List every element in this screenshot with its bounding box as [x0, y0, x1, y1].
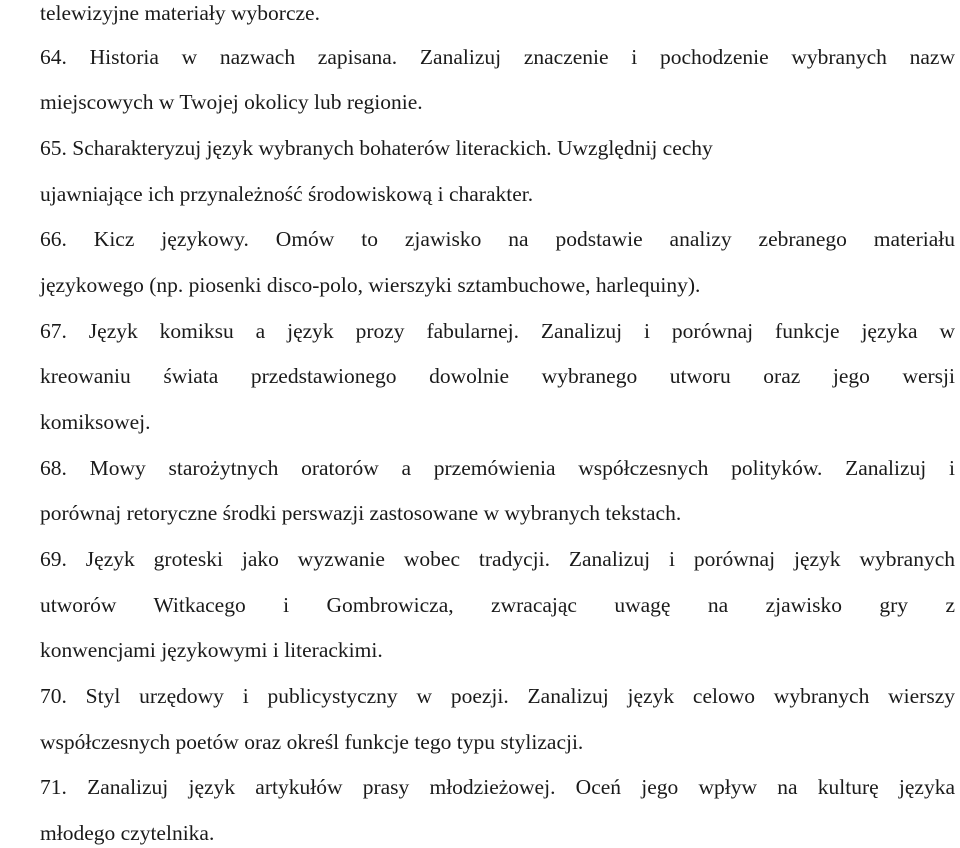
- text-line: 70. Styl urzędowy i publicystyczny w poezji. Zanalizuj język celowo wybranych wierszy: [40, 684, 955, 708]
- text-line: 64. Historia w nazwach zapisana. Zanalizuj znaczenie i pochodzenie wybranych nazw: [40, 45, 955, 69]
- text-line: porównaj retoryczne środki perswazji zastosowane w wybranych tekstach.: [40, 501, 682, 525]
- text-line: miejscowych w Twojej okolicy lub regionie.: [40, 90, 423, 114]
- text-line: 69. Język groteski jako wyzwanie wobec tradycji. Zanalizuj i porównaj język wybranych: [40, 547, 955, 571]
- text-line: 71. Zanalizuj język artykułów prasy młodzieżowej. Oceń jego wpływ na kulturę języka: [40, 775, 955, 799]
- text-line: telewizyjne materiały wyborcze.: [40, 1, 320, 25]
- text-line: konwencjami językowymi i literackimi.: [40, 638, 383, 662]
- text-line: młodego czytelnika.: [40, 821, 215, 845]
- text-line: językowego (np. piosenki disco-polo, wierszyki sztambuchowe, harlequiny).: [40, 273, 701, 297]
- text-line: 65. Scharakteryzuj język wybranych bohaterów literackich. Uwzględnij cechy: [40, 136, 713, 160]
- text-line: 67. Język komiksu a język prozy fabularnej. Zanalizuj i porównaj funkcje języka w: [40, 319, 955, 343]
- text-line: 68. Mowy starożytnych oratorów a przemówienia współczesnych polityków. Zanalizuj i: [40, 456, 955, 480]
- text-line: współczesnych poetów oraz określ funkcje tego typu stylizacji.: [40, 730, 584, 754]
- text-line: kreowaniu świata przedstawionego dowolnie wybranego utworu oraz jego wersji: [40, 364, 955, 388]
- text-line: ujawniające ich przynależność środowiskową i charakter.: [40, 182, 534, 206]
- text-line: 66. Kicz językowy. Omów to zjawisko na podstawie analizy zebranego materiału: [40, 227, 955, 251]
- text-line: utworów Witkacego i Gombrowicza, zwracając uwagę na zjawisko gry z: [40, 593, 955, 617]
- text-line: komiksowej.: [40, 410, 151, 434]
